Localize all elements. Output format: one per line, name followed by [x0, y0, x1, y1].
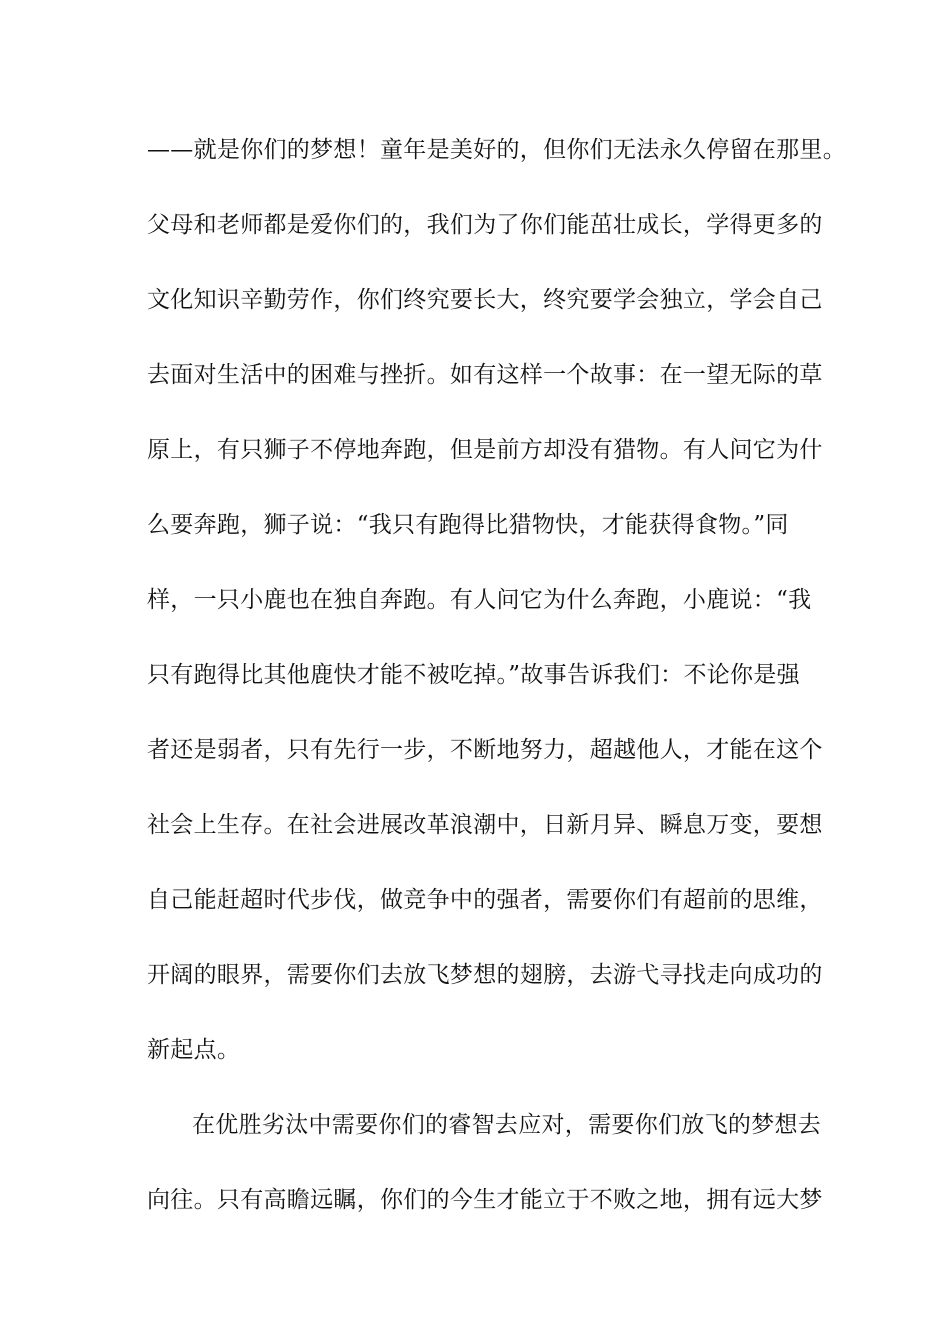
text-line: 向往。只有高瞻远瞩，你们的今生才能立于不败之地，拥有远大梦 [147, 1187, 823, 1213]
text-line: 新起点。 [147, 1037, 241, 1063]
text-line: 社会上生存。在社会进展改革浪潮中，日新月异、瞬息万变，要想 [147, 812, 823, 838]
text-line: 去面对生活中的困难与挫折。如有这样一个故事：在一望无际的草 [147, 362, 823, 388]
text-line: 只有跑得比其他鹿快才能不被吃掉。”故事告诉我们：不论你是强 [147, 662, 800, 688]
text-line: 开阔的眼界，需要你们去放飞梦想的翅膀，去游弋寻找走向成功的 [147, 962, 823, 988]
text-line: 原上，有只狮子不停地奔跑，但是前方却没有猎物。有人问它为什 [147, 437, 823, 463]
text-line: 父母和老师都是爱你们的，我们为了你们能茁壮成长，学得更多的 [147, 212, 823, 238]
text-line: 么要奔跑，狮子说：“我只有跑得比猎物快，才能获得食物。”同 [147, 512, 789, 538]
text-line: 自己能赶超时代步伐，做竞争中的强者，需要你们有超前的思维， [147, 887, 823, 913]
text-line: 者还是弱者，只有先行一步，不断地努力，超越他人，才能在这个 [147, 737, 823, 763]
text-line: 文化知识辛勤劳作，你们终究要长大，终究要学会独立，学会自己 [147, 287, 823, 313]
text-line: ——就是你们的梦想！童年是美好的，但你们无法永久停留在那里。 [147, 137, 846, 163]
text-line: 样，一只小鹿也在独自奔跑。有人问它为什么奔跑，小鹿说：“我 [147, 587, 812, 613]
text-line: 在优胜劣汰中需要你们的睿智去应对，需要你们放飞的梦想去 [192, 1112, 822, 1138]
